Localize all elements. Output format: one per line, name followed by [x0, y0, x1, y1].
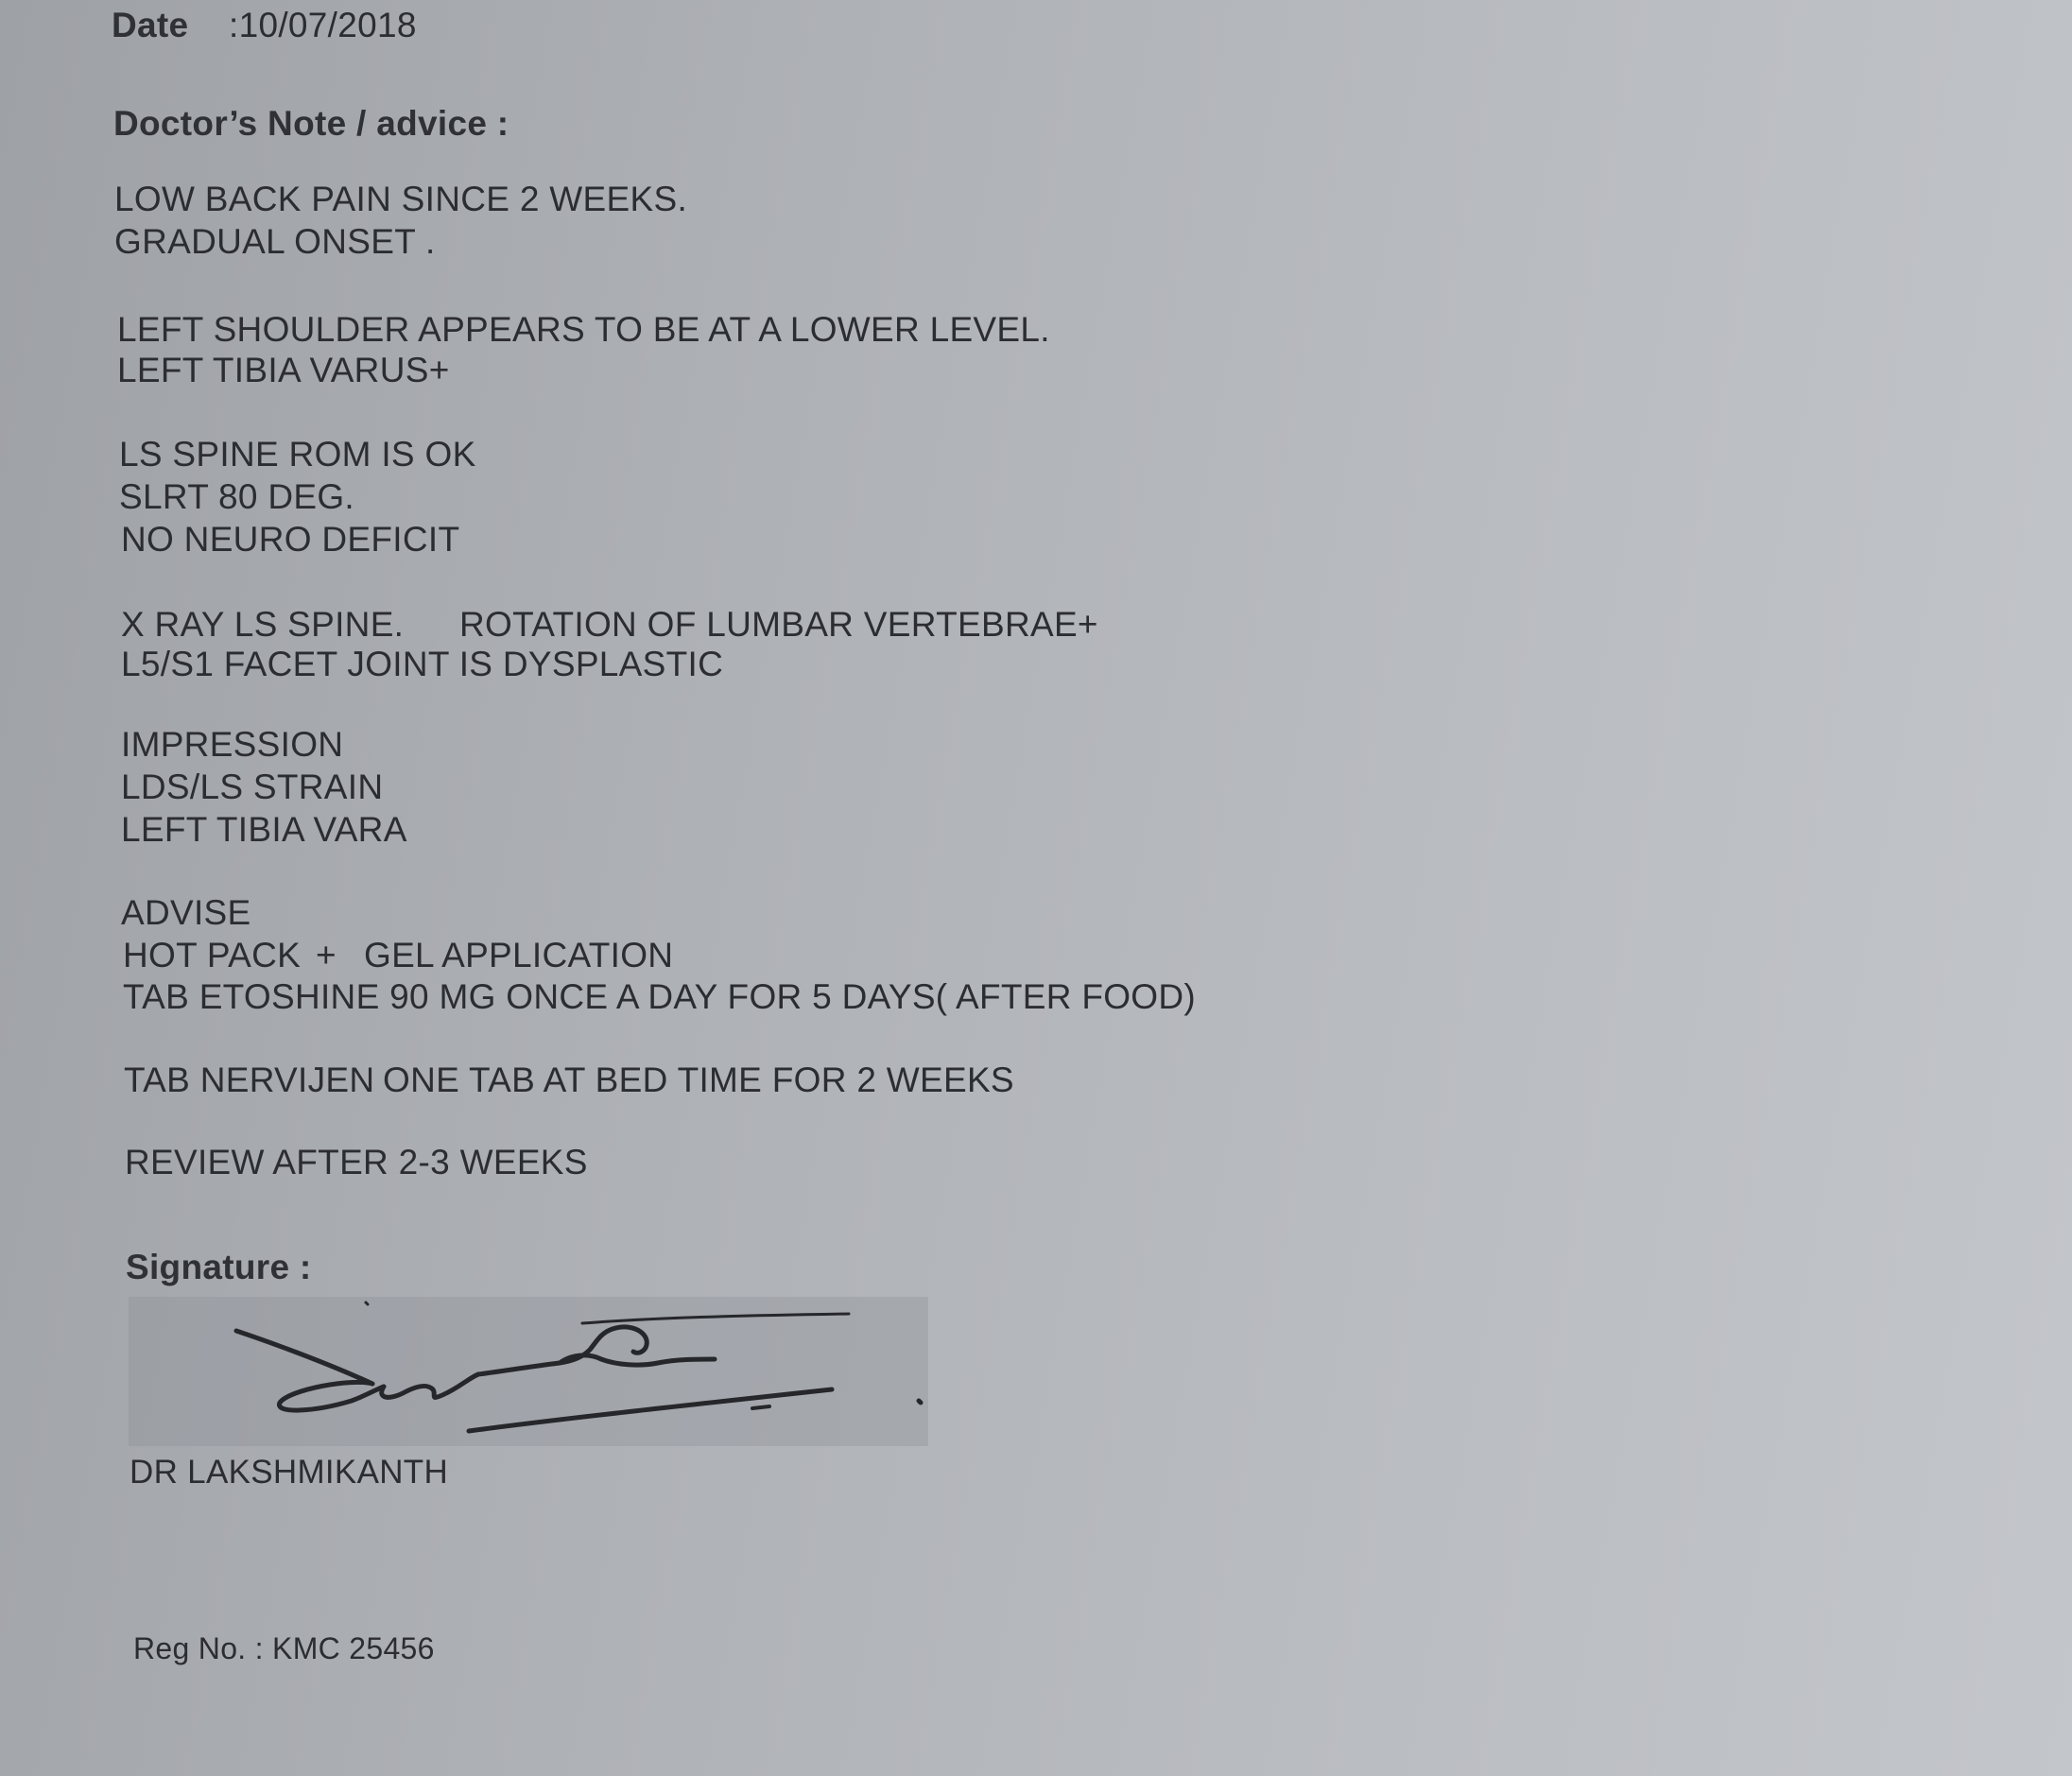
xray-finding-2: L5/S1 FACET JOINT IS DYSPLASTIC: [121, 645, 724, 683]
xray-finding: ROTATION OF LUMBAR VERTEBRAE+: [459, 605, 1098, 644]
impression-line-2: LEFT TIBIA VARA: [121, 810, 407, 849]
doctor-name: DR LAKSHMIKANTH: [130, 1454, 449, 1491]
observation-line-1: LEFT SHOULDER APPEARS TO BE AT A LOWER LEVEL.: [117, 310, 1050, 349]
advise-heading: ADVISE: [121, 893, 251, 932]
advise-gel: GEL APPLICATION: [364, 936, 674, 974]
signature-scribble: [129, 1297, 928, 1446]
advise-tab-etoshine: TAB ETOSHINE 90 MG ONCE A DAY FOR 5 DAYS( AFTER FOOD): [123, 977, 1197, 1016]
exam-line-3: NO NEURO DEFICIT: [121, 520, 460, 559]
exam-line-1: LS SPINE ROM IS OK: [119, 435, 476, 474]
history-line-1: LOW BACK PAIN SINCE 2 WEEKS.: [114, 180, 688, 218]
impression-heading: IMPRESSION: [121, 725, 344, 764]
note-heading: Doctor’s Note / advice :: [113, 104, 509, 143]
history-line-2: GRADUAL ONSET .: [114, 222, 436, 261]
xray-label: X RAY LS SPINE.: [121, 605, 405, 644]
impression-line-1: LDS/LS STRAIN: [121, 767, 384, 806]
signature-image: [129, 1297, 928, 1446]
date-value: :10/07/2018: [229, 6, 417, 44]
advise-tab-nervijen-name: TAB NERVIJEN: [124, 1060, 375, 1099]
observation-line-2: LEFT TIBIA VARUS+: [117, 351, 450, 389]
advise-hot-pack: HOT PACK: [123, 936, 302, 974]
registration-number: Reg No. : KMC 25456: [133, 1631, 435, 1665]
advise-plus: +: [316, 936, 337, 974]
date-label: Date: [112, 6, 189, 44]
advise-tab-nervijen-dose: ONE TAB AT BED TIME FOR 2 WEEKS: [383, 1060, 1014, 1099]
advise-review: REVIEW AFTER 2-3 WEEKS: [125, 1143, 588, 1181]
signature-label: Signature :: [126, 1248, 312, 1286]
exam-line-2: SLRT 80 DEG.: [119, 477, 355, 516]
